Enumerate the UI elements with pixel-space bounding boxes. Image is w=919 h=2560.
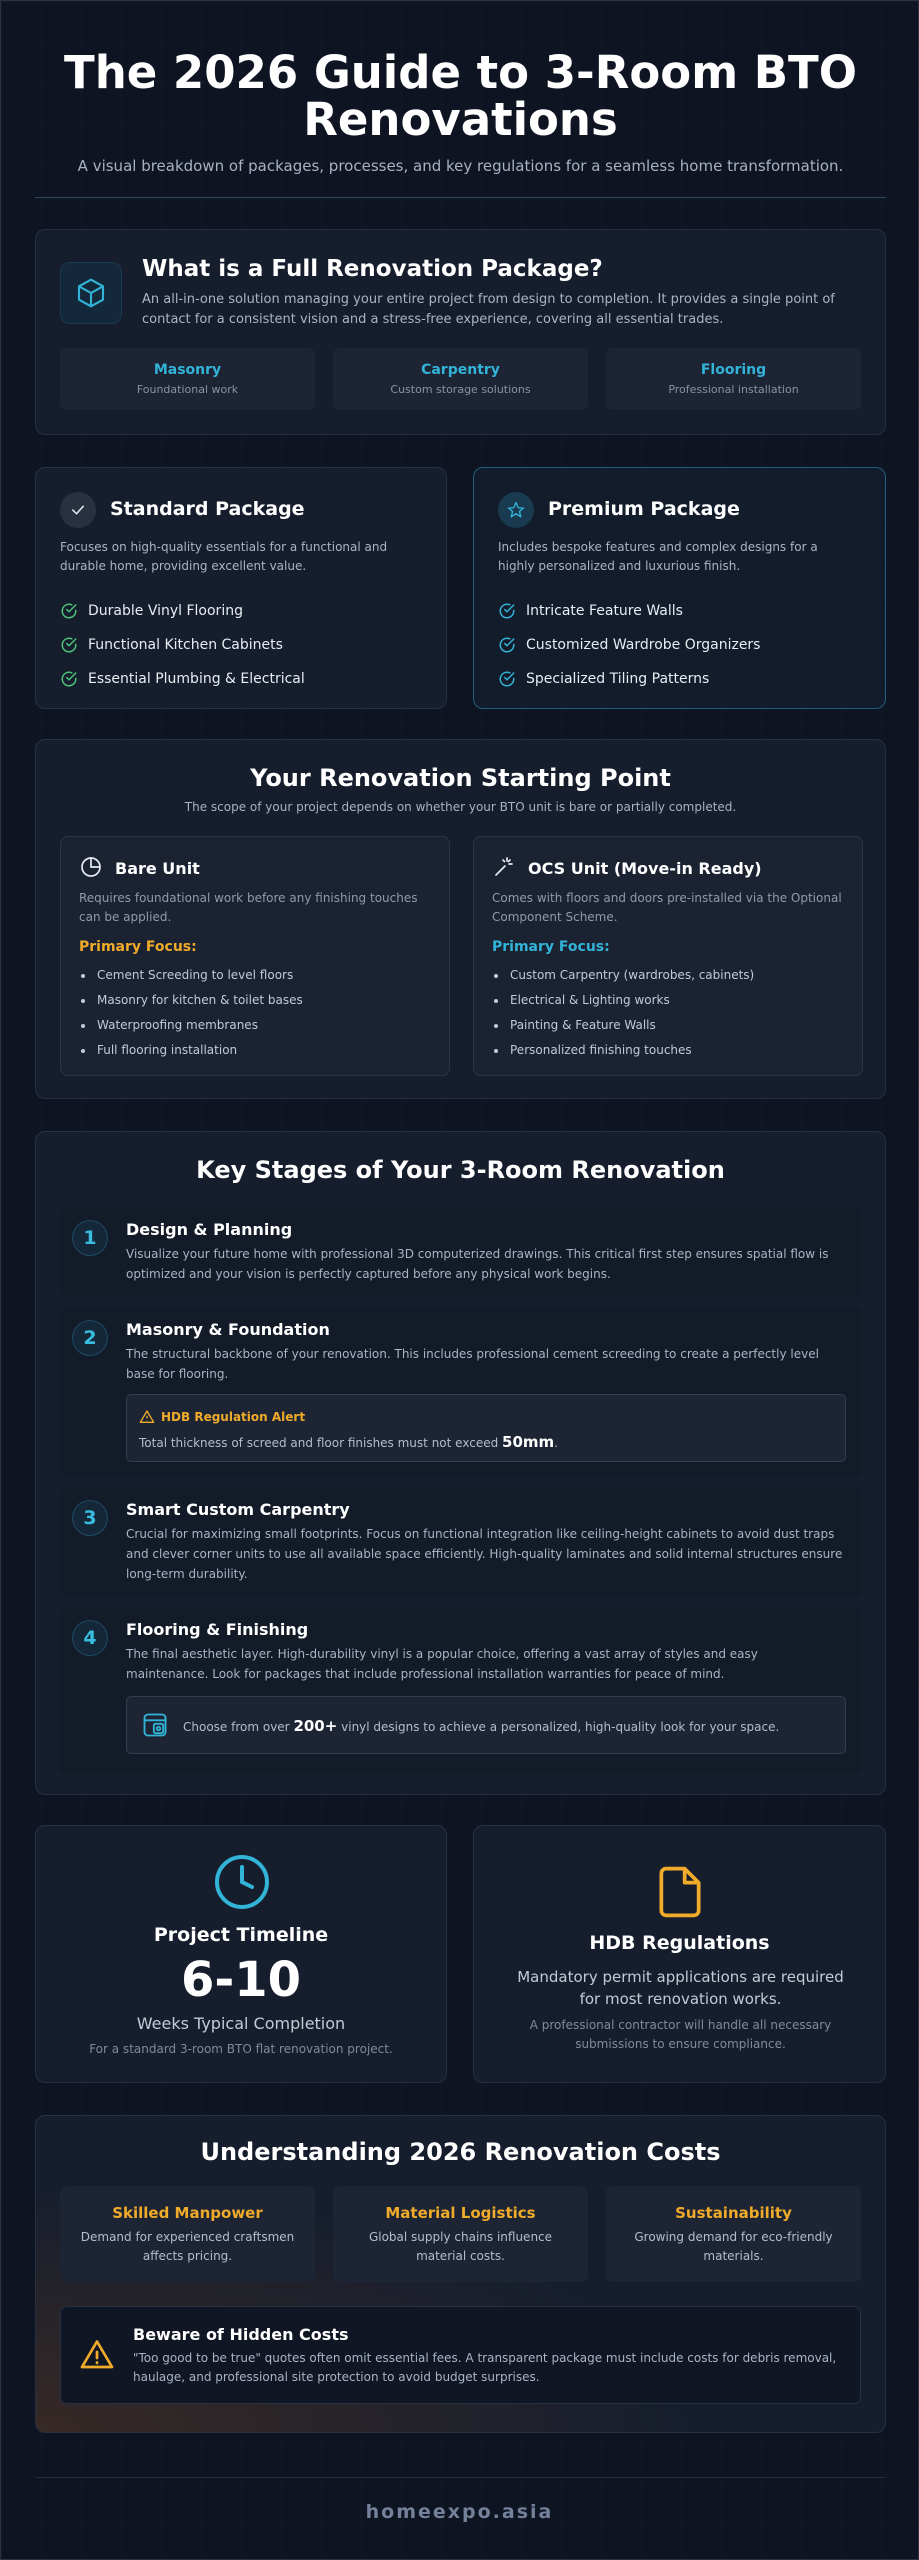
- check-circle-icon: [498, 602, 516, 620]
- stages-card: [35, 1131, 886, 1795]
- pie-chart-icon: [79, 855, 103, 883]
- list-item: Cement Screeding to level floors: [79, 963, 303, 988]
- timeline-unit: Weeks Typical Completion: [136, 2014, 346, 2033]
- alert-text-row: [139, 1433, 558, 1451]
- stage-3: [60, 1488, 861, 1596]
- stages-title: Key Stages of Your 3-Room Renovation: [196, 1156, 725, 1184]
- ocs-unit-description: Comes with floors and doors pre-installed via the Optional Component Scheme.: [492, 891, 842, 924]
- ocs-unit-card: [473, 836, 863, 1076]
- list-item: [498, 628, 760, 662]
- document-icon: [652, 1862, 708, 1926]
- footer-divider: [35, 2477, 886, 2478]
- check-circle-icon: [498, 636, 516, 654]
- cost-factor-subtitle: Global supply chains influence material costs.: [368, 2230, 553, 2263]
- list-item-label: Specialized Tiling Patterns: [526, 671, 710, 687]
- list-item-label: Intricate Feature Walls: [526, 603, 683, 619]
- list-item-label: Customized Wardrobe Organizers: [526, 637, 761, 653]
- bare-unit-description: Requires foundational work before any finishing touches can be applied.: [79, 891, 418, 924]
- trade-tile-masonry: [60, 348, 315, 410]
- trade-tile-carpentry: [333, 348, 588, 410]
- ocs-unit-title: OCS Unit (Move-in Ready): [528, 859, 762, 878]
- stage-title: Masonry & Foundation: [126, 1320, 330, 1339]
- ocs-unit-focus-label: Primary Focus:: [492, 939, 610, 955]
- list-item: [60, 628, 305, 662]
- check-circle-icon: [60, 636, 78, 654]
- page-header: [35, 46, 886, 175]
- regulations-note: A professional contractor will handle all necessary submissions to ensure compliance.: [529, 2018, 832, 2051]
- hidden-costs-title: Beware of Hidden Costs: [133, 2325, 349, 2344]
- stage-number: 2: [72, 1320, 108, 1356]
- trade-title: Masonry: [153, 362, 222, 378]
- stage-4: [60, 1608, 861, 1774]
- premium-package-description: Includes bespoke features and complex designs for a highly personalized and luxurious finish.: [498, 540, 818, 573]
- star-icon: [498, 492, 534, 528]
- list-item: Electrical & Lighting works: [492, 988, 754, 1013]
- alert-text: Total thickness of screed and floor finishes must not exceed: [139, 1436, 503, 1450]
- stage-description: The structural backbone of your renovation. This includes professional cement screeding to create a perfectly level base for flooring.: [126, 1347, 819, 1381]
- costs-card: [35, 2115, 886, 2433]
- trade-subtitle: Foundational work: [136, 383, 239, 396]
- full-package-description: An all-in-one solution managing your entire project from design to completion. It provides a single point of contact for a consistent vision and a stress-free experience, covering all essential trades.: [142, 292, 835, 327]
- alert-header: [139, 1409, 305, 1425]
- list-item: [498, 662, 760, 696]
- bare-unit-title: Bare Unit: [115, 859, 200, 878]
- stage-number: 1: [72, 1220, 108, 1256]
- timeline-note: For a standard 3-room BTO flat renovation project.: [89, 2042, 393, 2056]
- magic-wand-icon: [492, 855, 516, 883]
- full-package-card: [35, 229, 886, 435]
- cost-factor-manpower: [60, 2186, 315, 2282]
- bare-unit-focus-label: Primary Focus:: [79, 939, 197, 955]
- starting-point-subtitle: The scope of your project depends on whether your BTO unit is bare or partially completed.: [184, 800, 737, 814]
- trade-title: Flooring: [700, 362, 767, 378]
- cost-factor-title: Sustainability: [675, 2204, 792, 2222]
- note-text: Choose from over: [183, 1720, 294, 1734]
- bare-unit-card: [60, 836, 450, 1076]
- timeline-title: Project Timeline: [153, 1924, 329, 1946]
- trade-tiles: [60, 348, 861, 410]
- check-circle-icon: [60, 670, 78, 688]
- stage-title: Design & Planning: [126, 1220, 293, 1239]
- premium-package-card: [473, 467, 886, 709]
- standard-package-title: Standard Package: [110, 498, 305, 520]
- hidden-costs-text: "Too good to be true" quotes often omit essential fees. A transparent package must include costs for debris removal, haulage, and professional site protection to avoid budget surprises.: [133, 2351, 837, 2384]
- list-item: Painting & Feature Walls: [492, 1013, 754, 1038]
- stage-description: Crucial for maximizing small footprints. Focus on functional integration like ceiling-height cabinets to avoid dust traps and clever corner units to use all available space efficiently. High-quality laminates and solid internal structures ensure long-term durability.: [126, 1527, 843, 1581]
- list-item: Masonry for kitchen & toilet bases: [79, 988, 303, 1013]
- costs-title: Understanding 2026 Renovation Costs: [200, 2138, 721, 2166]
- warning-icon: [139, 1409, 155, 1425]
- cost-factor-subtitle: Demand for experienced craftsmen affects pricing.: [80, 2230, 295, 2263]
- check-icon: [60, 492, 96, 528]
- trade-subtitle: Professional installation: [668, 383, 799, 396]
- stage-description: Visualize your future home with professional 3D computerized drawings. This critical first step ensures spatial flow is optimized and your vision is perfectly captured before any physical work begins.: [126, 1247, 829, 1281]
- stage-description: The final aesthetic layer. High-durability vinyl is a popular choice, offering a vast array of styles and easy maintenance. Look for packages that include professional installation warranties for peace of mind.: [126, 1647, 758, 1681]
- check-circle-icon: [60, 602, 78, 620]
- stage-number: 3: [72, 1500, 108, 1536]
- stage-title: Flooring & Finishing: [126, 1620, 309, 1639]
- list-item-label: Durable Vinyl Flooring: [88, 603, 243, 619]
- hdb-regulation-alert: [126, 1394, 846, 1462]
- trade-tile-flooring: [606, 348, 861, 410]
- bare-unit-list: [79, 963, 303, 1063]
- regulations-title: HDB Regulations: [589, 1932, 770, 1954]
- hidden-costs-box: [60, 2306, 861, 2404]
- note-text-row: [183, 1717, 779, 1735]
- cost-factor-sustainability: [606, 2186, 861, 2282]
- list-item: Full flooring installation: [79, 1038, 303, 1063]
- trade-subtitle: Custom storage solutions: [390, 383, 531, 396]
- stage-1: [60, 1208, 861, 1296]
- check-circle-icon: [498, 670, 516, 688]
- clock-icon: [212, 1852, 272, 1916]
- premium-package-list: [498, 594, 760, 696]
- stage-title: Smart Custom Carpentry: [126, 1500, 350, 1519]
- timeline-value: 6-10: [180, 1952, 302, 2008]
- starting-point-title: Your Renovation Starting Point: [250, 764, 671, 792]
- cost-factor-title: Skilled Manpower: [112, 2204, 263, 2222]
- list-item: Waterproofing membranes: [79, 1013, 303, 1038]
- regulations-description: Mandatory permit applications are required for most renovation works.: [517, 1968, 844, 2008]
- trade-title: Carpentry: [421, 362, 500, 378]
- premium-package-title: Premium Package: [548, 498, 740, 520]
- note-text-end: vinyl designs to achieve a personalized, high-quality look for your space.: [337, 1720, 780, 1734]
- list-item-label: Functional Kitchen Cabinets: [88, 637, 283, 653]
- list-item: [60, 662, 305, 696]
- alert-end: .: [554, 1436, 558, 1450]
- page-subtitle: A visual breakdown of packages, processes, and key regulations for a seamless home transformation.: [77, 157, 844, 175]
- list-item: Custom Carpentry (wardrobes, cabinets): [492, 963, 754, 988]
- list-item: [498, 594, 760, 628]
- full-package-title: What is a Full Renovation Package?: [142, 256, 603, 282]
- header-divider: [35, 197, 886, 198]
- regulations-card: [473, 1825, 886, 2083]
- stage-2: [60, 1308, 861, 1476]
- list-item: Personalized finishing touches: [492, 1038, 754, 1063]
- standard-package-list: [60, 594, 305, 696]
- list-item-label: Essential Plumbing & Electrical: [88, 671, 305, 687]
- alert-value: 50mm: [502, 1433, 555, 1451]
- list-item: [60, 594, 305, 628]
- standard-package-description: Focuses on high-quality essentials for a functional and durable home, providing excellent value.: [60, 540, 388, 573]
- ocs-unit-list: [492, 963, 754, 1063]
- standard-package-card: [35, 467, 447, 709]
- warning-icon: [79, 2337, 115, 2377]
- alert-title: HDB Regulation Alert: [161, 1410, 306, 1424]
- footer-brand[interactable]: homeexpo.asia: [365, 2501, 554, 2523]
- cost-factor-tiles: [60, 2186, 861, 2282]
- stage-number: 4: [72, 1620, 108, 1656]
- starting-point-card: [35, 739, 886, 1099]
- palette-icon: [141, 1711, 169, 1743]
- cube-icon: [60, 262, 122, 324]
- cost-factor-logistics: [333, 2186, 588, 2282]
- cost-factor-title: Material Logistics: [385, 2204, 536, 2222]
- timeline-card: [35, 1825, 447, 2083]
- cost-factor-subtitle: Growing demand for eco-friendly materials.: [634, 2230, 833, 2263]
- note-value: 200+: [293, 1717, 338, 1735]
- vinyl-designs-note: [126, 1696, 846, 1754]
- page-title: The 2026 Guide to 3-Room BTO Renovations: [64, 46, 857, 146]
